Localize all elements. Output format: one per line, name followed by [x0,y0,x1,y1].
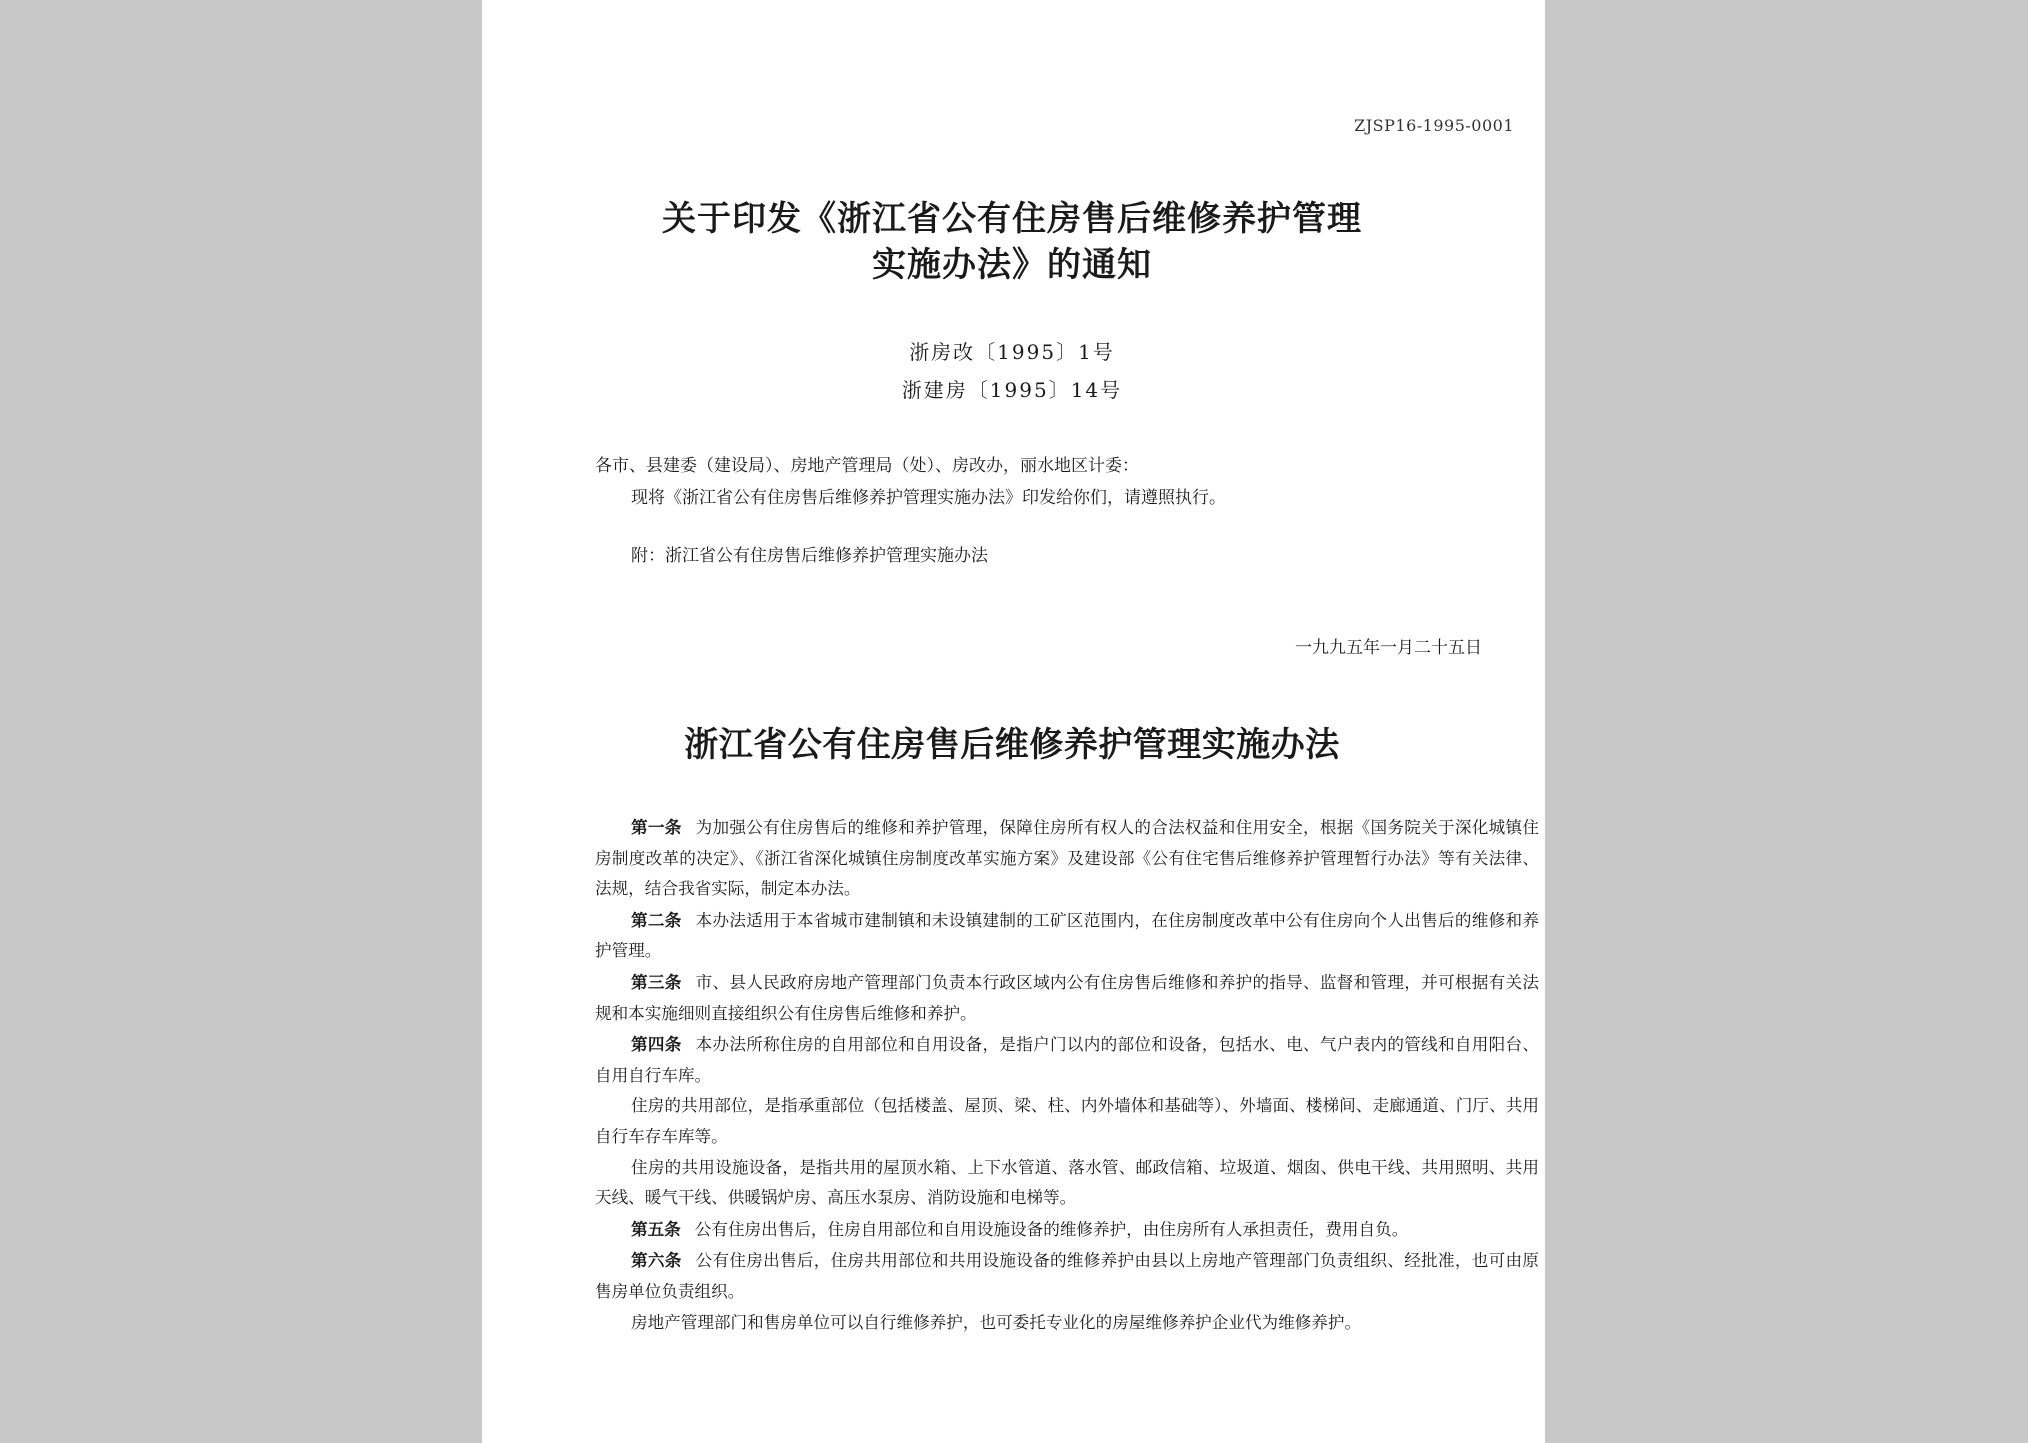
notice-addressee: 各市、县建委（建设局）、房地产管理局（处）、房改办，丽水地区计委： [595,456,1139,476]
notice-date: 一九九五年一月二十五日 [1295,638,1482,658]
regulation-paragraph [595,905,1539,967]
article-text: 本办法适用于本省城市建制镇和未设镇建制的工矿区范围内，在住房制度改革中公有住房向个人出售后的维修和养护管理。 [595,910,1540,961]
notice-body [595,450,1535,514]
regulation-paragraph [595,1153,1539,1214]
article-text: 公有住房出售后，住房共用部位和共用设施设备的维修养护由县以上房地产管理部门负责组织、经批准，也可由原售房单位负责组织。 [595,1251,1540,1301]
document-code: ZJSP16-1995-0001 [1354,116,1514,135]
article-label: 第四条 [631,1034,682,1055]
notice-text: 现将《浙江省公有住房售后维修养护管理实施办法》印发给你们，请遵照执行。 [631,488,1226,508]
article-label: 第一条 [631,817,682,837]
document-page [482,0,1545,1443]
regulation-title: 浙江省公有住房售后维修养护管理实施办法 [684,725,1340,765]
article-text: 住房的共用部位，是指承重部位（包括楼盖、屋顶、梁、柱、内外墙体和基础等）、外墙面、楼梯间、走廊通道、门厅、共用自行车存车库等。 [595,1096,1539,1146]
notice-attachment: 附：浙江省公有住房售后维修养护管理实施办法 [631,546,988,566]
article-text: 市、县人民政府房地产管理部门负责本行政区域内公有住房售后维修和养护的指导、监督和管理，并可根据有关法规和本实施细则直接组织公有住房售后维修和养护。 [595,972,1540,1023]
notice-title-line-2: 实施办法》的通知 [872,245,1152,285]
article-label: 第五条 [631,1218,681,1239]
article-label: 第六条 [631,1250,682,1271]
notice-title-line-1: 关于印发《浙江省公有住房售后维修养护管理 [662,199,1362,239]
article-label: 第三条 [631,971,682,992]
article-text: 房地产管理部门和售房单位可以自行维修养护，也可委托专业化的房屋维修养护企业代为维修养护。 [631,1312,1362,1332]
document-number-1: 浙房改〔1995〕1号 [909,340,1115,364]
regulation-paragraph [595,812,1539,905]
regulation-paragraph [595,1245,1539,1307]
regulation-paragraph [595,1308,1539,1339]
article-text: 为加强公有住房售后的维修和养护管理，保障住房所有权人的合法权益和住用安全，根据《国务院关于深化城镇住房制度改革的决定》、《浙江省深化城镇住房制度改革实施方案》及建设部《公有住宅售后维修养护管理暂行办法》等有关法律、法规，结合我省实际，制定本办法。 [595,818,1540,899]
article-label: 第二条 [631,909,682,930]
regulation-paragraph [595,1091,1539,1152]
document-numbers [782,333,1242,409]
notice-title [612,196,1412,288]
article-text: 住房的共用设施设备，是指共用的屋顶水箱、上下水管道、落水管、邮政信箱、垃圾道、烟囱、供电干线、共用照明、共用天线、暖气干线、供暖锅炉房、高压水泵房、消防设施和电梯等。 [595,1157,1539,1208]
regulation-paragraph [595,1214,1539,1246]
regulation-body [595,812,1539,1338]
article-text: 公有住房出售后，住房自用部位和自用设施设备的维修养护，由住房所有人承担责任，费用自负。 [694,1219,1409,1239]
regulation-paragraph [595,1029,1539,1091]
regulation-paragraph [595,967,1539,1029]
document-number-2: 浙建房〔1995〕14号 [901,378,1123,402]
article-text: 本办法所称住房的自用部位和自用设备，是指户门以内的部位和设备，包括水、电、气户表内的管线和自用阳台、自用自行车库。 [595,1035,1540,1085]
